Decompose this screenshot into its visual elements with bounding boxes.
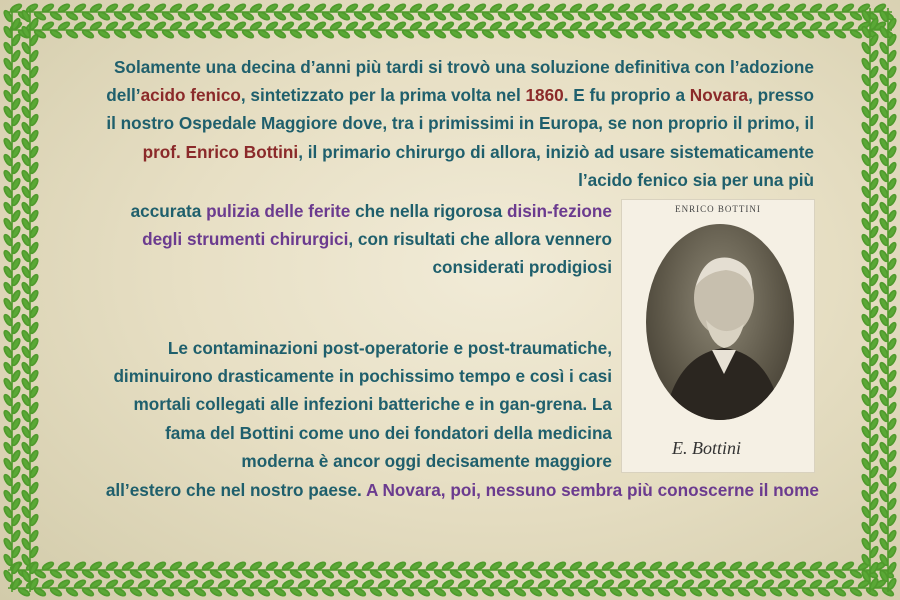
portrait-photo: [622, 200, 814, 472]
photo-caption: ENRICO BOTTINI: [675, 204, 761, 214]
paragraph-1: [100, 53, 814, 194]
paragraph-2-ending: [95, 476, 819, 504]
portrait-oval: [646, 224, 794, 420]
highlight-acido-fenico: acido fenico: [140, 85, 241, 106]
signature: E. Bottini: [672, 438, 741, 458]
highlight-year: 1860: [525, 85, 564, 106]
highlight-novara: Novara: [689, 85, 749, 106]
paragraph-1-continuation: [100, 197, 612, 282]
highlight-disinfezione: disin-fezione degli strumenti chirurgici: [142, 201, 612, 250]
text-span: . E fu proprio a: [563, 85, 690, 106]
text-span: , presso il nostro Ospedale Maggiore dove, tra i primissimi in Europa, se non proprio il primo, il: [106, 85, 814, 134]
text-span: , con risultati che allora vennero considerati prodigiosi: [348, 229, 612, 278]
text-span: , il primario chirurgo di allora, iniziò ad usare sistematicamente l’acido fenico sia per una più: [298, 141, 814, 190]
text-span: Le contaminazioni post-operatorie e post-traumatiche, diminuirono drasticamente in pochissimo tempo e così i casi mortali collegati alle infezioni batteriche e in gan-grena. La fama del Bottini come uno dei fondatori della medicina moderna è ancor oggi decisamente maggiore: [113, 338, 612, 471]
text-span: Solamente una decina d’anni più tardi si trovò una soluzione definitiva con l’adozione dell’: [106, 57, 814, 106]
text-span: , sintetizzato per la prima volta nel: [240, 85, 526, 106]
portrait-figure: [646, 224, 794, 420]
highlight-novara-note: A Novara, poi, nessuno sembra più conoscerne il nome: [365, 480, 819, 500]
text-span: all’estero che nel nostro paese.: [105, 480, 366, 500]
text-span: che nella rigorosa: [350, 201, 507, 221]
highlight-pulizia: pulizia delle ferite: [206, 201, 351, 221]
paragraph-2: [95, 334, 612, 475]
text-span: accurata: [130, 201, 207, 221]
highlight-bottini: prof. Enrico Bottini: [142, 141, 299, 162]
